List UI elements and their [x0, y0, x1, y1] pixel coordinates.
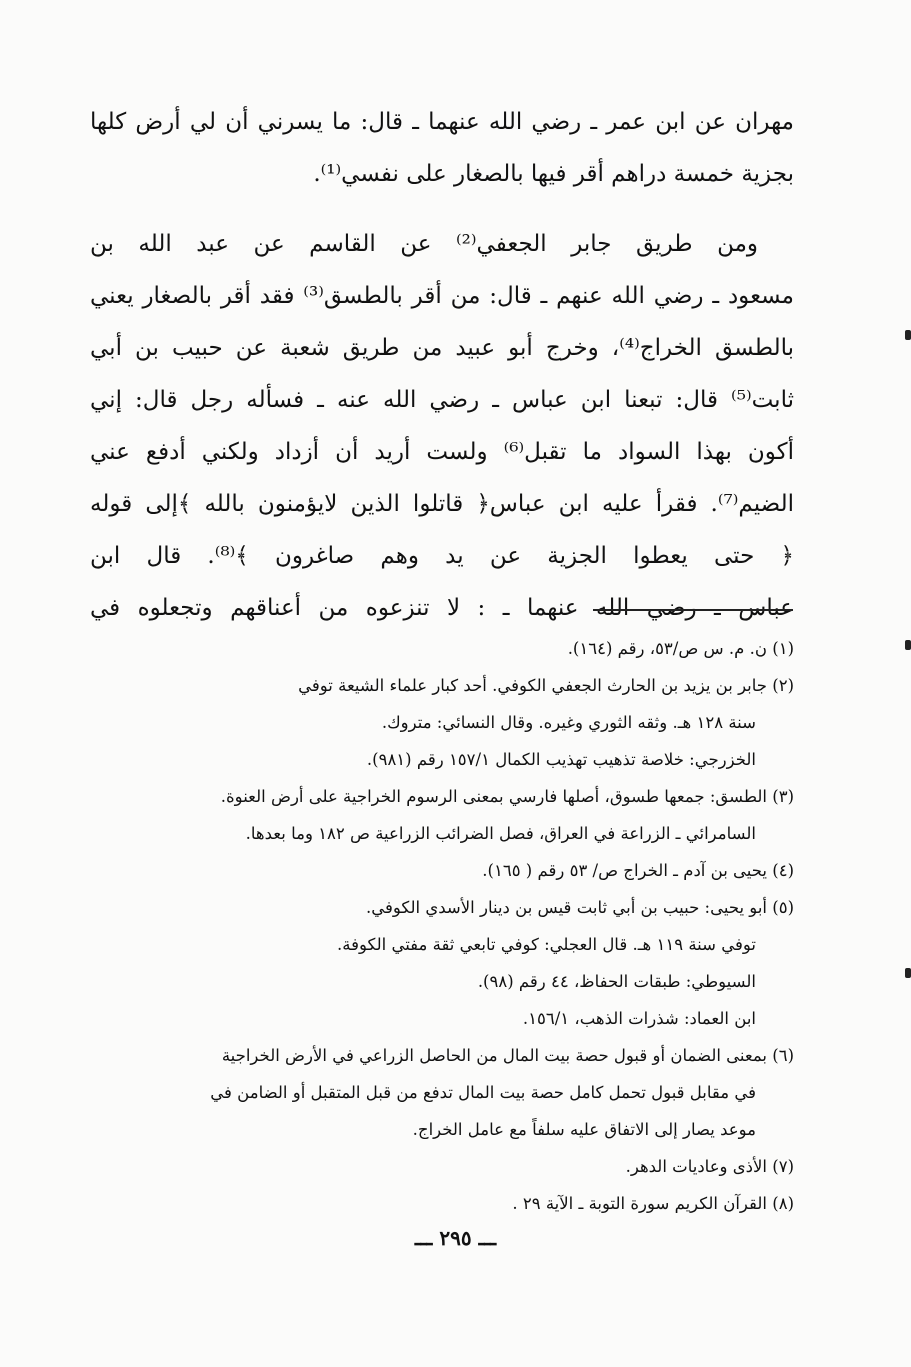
footnote-line: في مقابل قبول تحمل كامل حصة بيت المال تدفع من قبل المتقبل أو الضامن في: [210, 1083, 756, 1102]
footnote-line: (٢) جابر بن يزيد بن الحارث الجعفي الكوفي. أحد كبار علماء الشيعة توفي: [298, 676, 794, 695]
body-line: أكون بهذا السواد ما تقبل⁽⁶⁾ ولست أريد أن أزداد ولكني أدفع عني: [90, 439, 794, 465]
footnote-line: موعد يصار إلى الاتفاق عليه سلفاً مع عامل الخراج.: [412, 1120, 756, 1139]
footnote-line: (١) ن. م. س ص/٥٣، رقم (١٦٤).: [567, 639, 794, 658]
body-line: مسعود ـ رضي الله عنهم ـ قال: من أقر بالطسق⁽³⁾ فقد أقر بالصغار يعني: [90, 283, 794, 309]
footnote-line: السامرائي ـ الزراعة في العراق، فصل الضرائب الزراعية ص ١٨٢ وما بعدها.: [245, 824, 756, 843]
binding-mark: [905, 640, 911, 650]
footnote-line: (٨) القرآن الكريم سورة التوبة ـ الآية ٢٩ .: [512, 1194, 794, 1213]
footnote-line: سنة ١٢٨ هـ. وثقه الثوري وغيره. وقال النسائي: متروك.: [381, 713, 756, 732]
binding-mark: [905, 968, 911, 978]
footnote-separator: [593, 609, 793, 611]
footnote-line: السيوطي: طبقات الحفاظ، ٤٤ رقم (٩٨).: [477, 972, 756, 991]
binding-mark: [905, 330, 911, 340]
footnote-line: توفي سنة ١١٩ هـ. قال العجلي: كوفي تابعي ثقة مفتي الكوفة.: [336, 935, 756, 954]
body-line: بجزية خمسة دراهم أقر فيها بالصغار على نفسي⁽¹⁾.: [313, 161, 794, 187]
body-line: ﴿ حتى يعطوا الجزية عن يد وهم صاغرون ﴾⁽⁸⁾. قال ابن: [90, 543, 794, 569]
footnote-line: (٥) أبو يحيى: حبيب بن أبي ثابت قيس بن دينار الأسدي الكوفي.: [365, 898, 794, 917]
main-text: [90, 96, 794, 634]
footnote-line: الخزرجي: خلاصة تذهيب تهذيب الكمال ١٥٧/١ رقم (٩٨١).: [366, 750, 756, 769]
body-line: عباس ـ رضي الله عنهما ـ : لا تنزعوه من أعناقهم وتجعلوه في: [90, 595, 794, 621]
footnote-line: (٦) بمعنى الضمان أو قبول حصة بيت المال من الحاصل الزراعي في الأرض الخراجية: [221, 1046, 794, 1065]
body-line: الضيم⁽⁷⁾. فقرأ عليه ابن عباس﴿ قاتلوا الذين لايؤمنون بالله ﴾إلى قوله: [90, 491, 794, 517]
footnote-line: (٧) الأذى وعاديات الدهر.: [625, 1157, 794, 1176]
footnotes: [90, 630, 794, 1222]
body-line: ومن طريق جابر الجعفي⁽²⁾ عن القاسم عن عبد الله بن: [90, 231, 759, 257]
body-line: ثابت⁽⁵⁾ قال: تبعنا ابن عباس ـ رضي الله عنه ـ فسأله رجل قال: إني: [90, 387, 794, 413]
footnote-line: ابن العماد: شذرات الذهب، ١٥٦/١.: [522, 1009, 756, 1028]
footnote-line: (٤) يحيى بن آدم ـ الخراج ص/ ٥٣ رقم ( ١٦٥).: [482, 861, 794, 880]
footnote-line: (٣) الطسق: جمعها طسوق، أصلها فارسي بمعنى الرسوم الخراجية على أرض العنوة.: [220, 787, 794, 806]
body-line: مهران عن ابن عمر ـ رضي الله عنهما ـ قال: ما يسرني أن لي أرض كلها: [90, 109, 794, 135]
body-line: بالطسق الخراج⁽⁴⁾، وخرج أبو عبيد من طريق شعبة عن حبيب بن أبي: [90, 335, 794, 361]
page-number: ـــ ٢٩٥ ـــ: [414, 1226, 497, 1250]
